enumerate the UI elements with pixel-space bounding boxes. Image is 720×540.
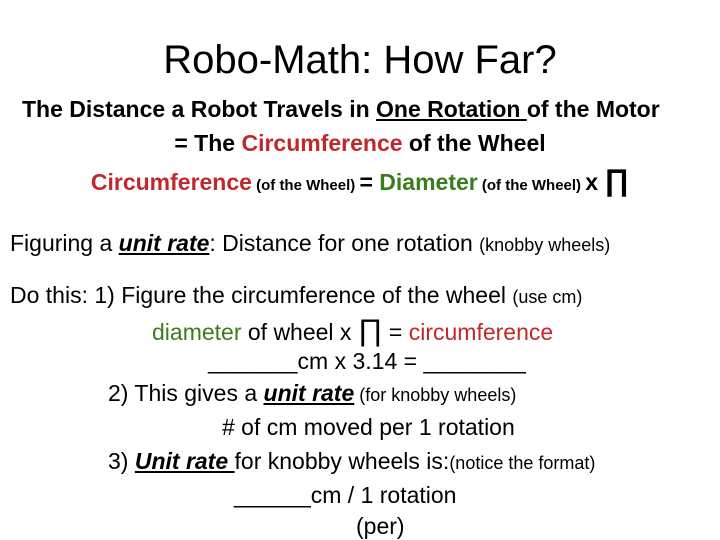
knobby-wheels-note: (for knobby wheels) bbox=[354, 385, 517, 405]
of-the-wheel-note: (of the Wheel) bbox=[477, 177, 586, 194]
step-3-format-line: ______cm / 1 rotation bbox=[234, 482, 457, 508]
definition-text: The Distance a Robot Travels in bbox=[22, 96, 377, 122]
knobby-wheels-note: (knobby wheels) bbox=[479, 235, 611, 255]
definition-text: of the Wheel bbox=[402, 130, 546, 156]
formula-line bbox=[0, 164, 720, 198]
figuring-text: : Distance for one rotation bbox=[209, 230, 480, 256]
step-2-detail-line: # of cm moved per 1 rotation bbox=[222, 414, 515, 440]
pi-symbol: ∏ bbox=[357, 314, 383, 347]
pi-symbol: ∏ bbox=[604, 164, 630, 197]
of-the-wheel-note: (of the Wheel) bbox=[251, 177, 360, 194]
definition-line-2 bbox=[0, 130, 720, 157]
step-text: = bbox=[382, 319, 409, 345]
equals-sign: = bbox=[359, 169, 380, 195]
one-rotation-text: One Rotation bbox=[376, 96, 527, 122]
diameter-text: Diameter bbox=[379, 169, 478, 195]
unit-rate-text: unit rate bbox=[263, 380, 355, 406]
definition-text: = The bbox=[174, 130, 242, 156]
step-1-formula-line bbox=[152, 314, 553, 348]
circumference-text: Circumference bbox=[90, 169, 252, 195]
page-title: Robo-Math: How Far? bbox=[163, 38, 557, 82]
diameter-text: diameter bbox=[152, 319, 242, 345]
per-label: (per) bbox=[356, 513, 405, 539]
figuring-text: Figuring a bbox=[10, 230, 119, 256]
step-text: Do this: 1) Figure the circumference of the wheel bbox=[10, 282, 513, 308]
step-1-line bbox=[10, 282, 582, 309]
step-3-line bbox=[108, 448, 595, 475]
definition-text: of the Motor bbox=[526, 96, 660, 122]
unit-rate-text: Unit rate bbox=[134, 448, 235, 474]
unit-rate-text: unit rate bbox=[118, 230, 210, 256]
circumference-text: Circumference bbox=[241, 130, 403, 156]
step-text: of wheel x bbox=[241, 319, 358, 345]
notice-format-note: (notice the format) bbox=[449, 453, 596, 473]
step-1-blanks-line: _______cm x 3.14 = ________ bbox=[208, 348, 526, 374]
figuring-unit-rate-line bbox=[10, 230, 610, 257]
definition-line-1 bbox=[22, 96, 660, 123]
step-text: 3) bbox=[108, 448, 135, 474]
step-2-line bbox=[108, 380, 516, 407]
step-text: 2) This gives a bbox=[108, 380, 264, 406]
use-cm-note: (use cm) bbox=[512, 287, 583, 307]
step-text: for knobby wheels is: bbox=[234, 448, 450, 474]
times-sign: x bbox=[585, 169, 605, 195]
circumference-text: circumference bbox=[408, 319, 554, 345]
